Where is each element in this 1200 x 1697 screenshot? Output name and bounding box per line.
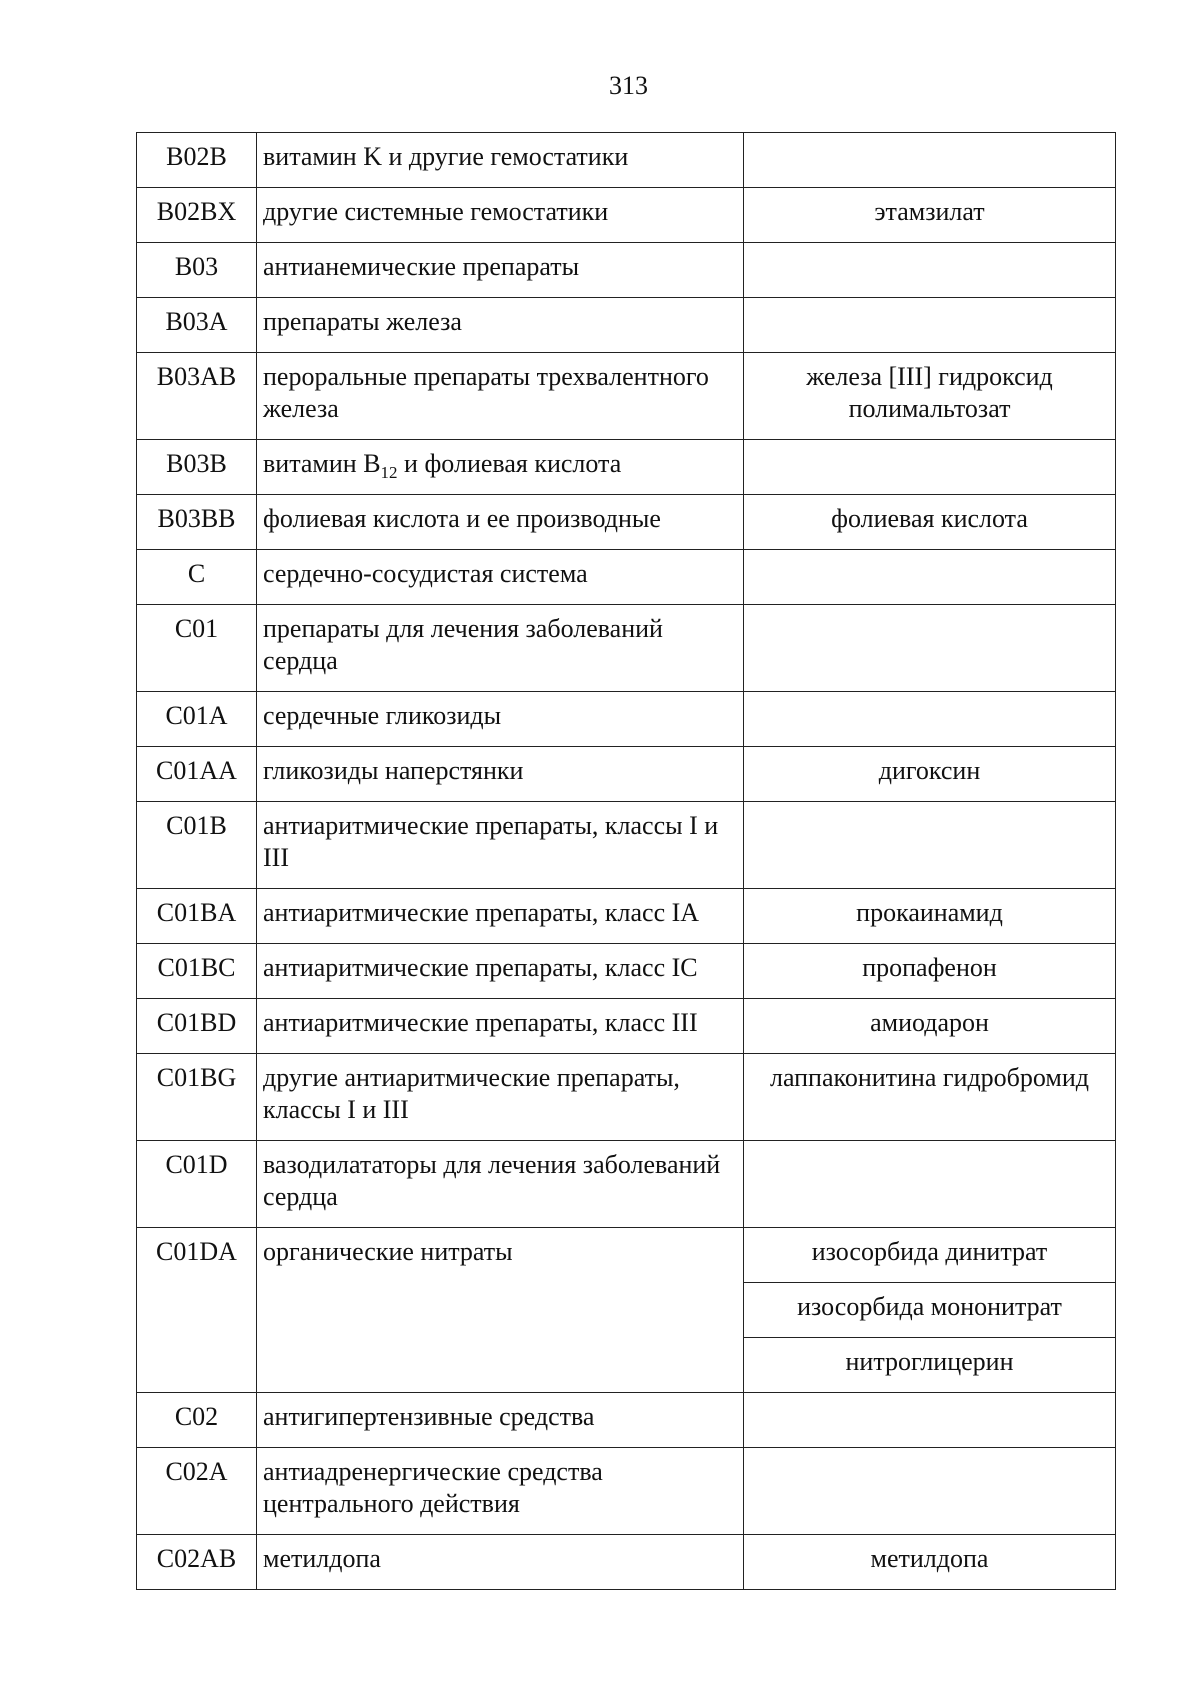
table-row [137, 133, 1116, 188]
group-name-cell: препараты для лечения заболеваний сердца [257, 605, 744, 692]
table-row [137, 1141, 1116, 1228]
drug-name-cell: изосорбида мононитрат [744, 1283, 1116, 1338]
group-name-cell: антигипертензивные средства [257, 1393, 744, 1448]
group-name-cell: антианемические препараты [257, 243, 744, 298]
atc-code-cell: B03A [137, 298, 257, 353]
group-name-cell: антиаритмические препараты, класс IC [257, 944, 744, 999]
drug-name-cell: этамзилат [744, 188, 1116, 243]
drug-name-cell [744, 802, 1116, 889]
atc-classification-table [136, 132, 1116, 1590]
table-row [137, 944, 1116, 999]
table-row [137, 550, 1116, 605]
atc-code-cell: C01BD [137, 999, 257, 1054]
atc-code-cell: C01BA [137, 889, 257, 944]
table-row [137, 1448, 1116, 1535]
drug-name-cell: фолиевая кислота [744, 495, 1116, 550]
drug-name-cell: изосорбида динитрат [744, 1228, 1116, 1283]
atc-code-cell: B02B [137, 133, 257, 188]
drug-name-cell: пропафенон [744, 944, 1116, 999]
atc-code-cell: B02BX [137, 188, 257, 243]
group-name-cell: сердечно-сосудистая система [257, 550, 744, 605]
drug-name-cell: нитроглицерин [744, 1338, 1116, 1393]
page-number: 313 [609, 71, 648, 100]
group-name-cell: витамин K и другие гемостатики [257, 133, 744, 188]
table-row [137, 802, 1116, 889]
drug-name-cell [744, 243, 1116, 298]
group-name-cell: антиаритмические препараты, класс III [257, 999, 744, 1054]
table-row [137, 440, 1116, 495]
group-name-cell: пероральные препараты трехвалентного железа [257, 353, 744, 440]
table-row [137, 692, 1116, 747]
table-row [137, 605, 1116, 692]
atc-code-cell: C01DA [137, 1228, 257, 1393]
table-row [137, 1535, 1116, 1590]
group-name-cell: вазодилататоры для лечения заболеваний сердца [257, 1141, 744, 1228]
group-name-cell [257, 440, 744, 495]
atc-code-cell: C01BG [137, 1054, 257, 1141]
drug-name-cell [744, 1141, 1116, 1228]
table-row [137, 1228, 1116, 1283]
atc-code-cell: B03AB [137, 353, 257, 440]
group-name-cell: гликозиды наперстянки [257, 747, 744, 802]
group-name-cell: фолиевая кислота и ее производные [257, 495, 744, 550]
group-name-cell: антиадренергические средства центрального действия [257, 1448, 744, 1535]
drug-name-cell: амиодарон [744, 999, 1116, 1054]
table-row [137, 243, 1116, 298]
atc-code-cell: C02A [137, 1448, 257, 1535]
table-row [137, 188, 1116, 243]
drug-name-cell: прокаинамид [744, 889, 1116, 944]
drug-name-cell: метилдопа [744, 1535, 1116, 1590]
group-name-cell: препараты железа [257, 298, 744, 353]
drug-name-cell [744, 692, 1116, 747]
group-name-cell: антиаритмические препараты, классы I и III [257, 802, 744, 889]
drug-name-cell: лаппаконитина гидробромид [744, 1054, 1116, 1141]
drug-name-cell: железа [III] гидроксид полимальтозат [744, 353, 1116, 440]
group-name-cell: органические нитраты [257, 1228, 744, 1393]
atc-code-cell: C [137, 550, 257, 605]
drug-name-cell [744, 1448, 1116, 1535]
atc-code-cell: B03B [137, 440, 257, 495]
drug-name-cell [744, 440, 1116, 495]
group-name-cell: другие системные гемостатики [257, 188, 744, 243]
drug-name-cell [744, 550, 1116, 605]
table-row [137, 353, 1116, 440]
atc-code-cell: C02 [137, 1393, 257, 1448]
atc-code-cell: C01A [137, 692, 257, 747]
table-row [137, 999, 1116, 1054]
atc-code-cell: C02AB [137, 1535, 257, 1590]
atc-code-cell: B03BB [137, 495, 257, 550]
atc-code-cell: C01AA [137, 747, 257, 802]
atc-code-cell: C01BC [137, 944, 257, 999]
table-row [137, 1054, 1116, 1141]
atc-code-cell: B03 [137, 243, 257, 298]
drug-name-cell [744, 298, 1116, 353]
table-row [137, 889, 1116, 944]
atc-code-cell: C01D [137, 1141, 257, 1228]
drug-name-cell [744, 133, 1116, 188]
table-row [137, 495, 1116, 550]
drug-name-cell [744, 605, 1116, 692]
group-name-suffix: и фолиевая кислота [397, 449, 622, 478]
drug-name-cell [744, 1393, 1116, 1448]
atc-code-cell: C01B [137, 802, 257, 889]
atc-code-cell: C01 [137, 605, 257, 692]
group-name-cell: метилдопа [257, 1535, 744, 1590]
group-name-cell: сердечные гликозиды [257, 692, 744, 747]
group-name-cell: другие антиаритмические препараты, классы I и III [257, 1054, 744, 1141]
table-row [137, 298, 1116, 353]
drug-name-cell: дигоксин [744, 747, 1116, 802]
group-name-cell: антиаритмические препараты, класс IA [257, 889, 744, 944]
group-name-prefix: витамин B [263, 449, 381, 478]
group-name-subscript: 12 [380, 463, 398, 483]
table-row [137, 1393, 1116, 1448]
table-row [137, 747, 1116, 802]
